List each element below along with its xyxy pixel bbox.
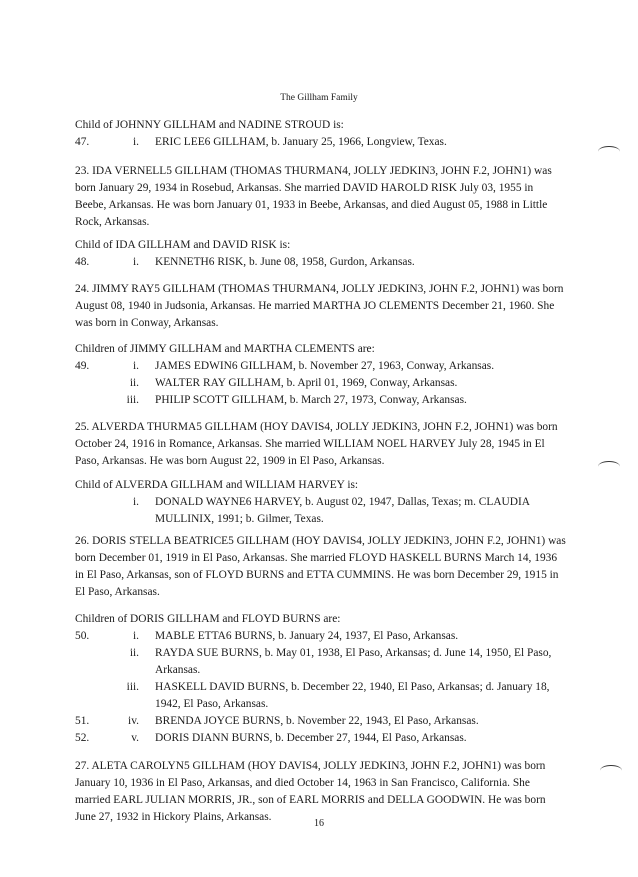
person-paragraph: 23. IDA VERNELL5 GILLHAM (THOMAS THURMAN4, JOLLY JEDKIN3, JOHN F.2, JOHN1) was born January 29, 1934 in Rosebud, Arkansas. She married DAVID HAROLD RISK July 03, 1955 in Beebe, Arkansas. He was born January 01, 1933 in Beebe, Arkansas, and died August 05, 1988 in Little Rock, Arkansas.: [75, 165, 552, 228]
person-paragraph: 26. DORIS STELLA BEATRICE5 GILLHAM (HOY DAVIS4, JOLLY JEDKIN3, JOHN F.2, JOHN1) was born December 01, 1919 in El Paso, Arkansas. She married FLOYD HASKELL BURNS March 14, 1936 in El Paso, Arkansas, son of FLOYD BURNS and ETTA CUMMINS. He was born December 29, 1915 in El Paso, Arkansas.: [75, 535, 566, 598]
roman-numeral: i.: [132, 630, 139, 642]
child-text: DONALD WAYNE6 HARVEY, b. August 02, 1947, Dallas, Texas; m. CLAUDIA MULLINIX, 1991; b. Gilmer, Texas.: [155, 496, 530, 525]
child-text: BRENDA JOYCE BURNS, b. November 22, 1943, El Paso, Arkansas.: [155, 715, 479, 727]
roman-numeral: i.: [132, 360, 139, 372]
child-text: ERIC LEE6 GILLHAM, b. January 25, 1966, Longview, Texas.: [155, 136, 447, 148]
child-text: MABLE ETTA6 BURNS, b. January 24, 1937, El Paso, Arkansas.: [155, 630, 459, 642]
entry-number: 48.: [75, 256, 90, 268]
child-entry: [75, 134, 575, 151]
children-heading: Child of IDA GILLHAM and DAVID RISK is:: [75, 239, 291, 251]
entry-number: 50.: [75, 630, 90, 642]
child-text: KENNETH6 RISK, b. June 08, 1958, Gurdon, Arkansas.: [155, 256, 415, 268]
children-heading: Children of DORIS GILLHAM and FLOYD BURNS are:: [75, 613, 341, 625]
roman-numeral: ii.: [129, 377, 139, 389]
child-text: RAYDA SUE BURNS, b. May 01, 1938, El Paso, Arkansas; d. June 14, 1950, El Paso, Arkansas.: [155, 647, 552, 676]
child-entry: [75, 494, 575, 528]
roman-numeral: iii.: [126, 394, 139, 406]
scan-mark: [600, 765, 622, 776]
child-text: DORIS DIANN BURNS, b. December 27, 1944, El Paso, Arkansas.: [155, 732, 467, 744]
roman-numeral: ii.: [129, 647, 139, 659]
child-text: WALTER RAY GILLHAM, b. April 01, 1969, Conway, Arkansas.: [155, 377, 458, 389]
child-entry: [75, 375, 575, 392]
children-heading: Child of ALVERDA GILLHAM and WILLIAM HARVEY is:: [75, 479, 359, 491]
child-entry: [75, 713, 575, 730]
roman-numeral: i.: [132, 496, 139, 508]
scan-mark: [598, 146, 620, 157]
child-entry: [75, 730, 575, 747]
person-paragraph: 27. ALETA CAROLYN5 GILLHAM (HOY DAVIS4, JOLLY JEDKIN3, JOHN F.2, JOHN1) was born January 10, 1936 in El Paso, Arkansas, and died October 14, 1963 in San Francisco, California. She married EARL JULIAN MORRIS, JR., son of EARL MORRIS and DELLA GOODWIN. He was born June 27, 1932 in Hickory Plains, Arkansas.: [75, 760, 546, 823]
entry-number: 47.: [75, 136, 90, 148]
roman-numeral: i.: [132, 256, 139, 268]
child-entry: [75, 679, 575, 713]
child-entry: [75, 358, 575, 375]
roman-numeral: v.: [131, 732, 139, 744]
child-text: HASKELL DAVID BURNS, b. December 22, 1940, El Paso, Arkansas; d. January 18, 1942, El Paso, Arkansas.: [155, 681, 550, 710]
running-header: The Gillham Family: [280, 93, 358, 103]
scan-mark: [598, 461, 620, 472]
person-paragraph: 24. JIMMY RAY5 GILLHAM (THOMAS THURMAN4, JOLLY JEDKIN3, JOHN F.2, JOHN1) was born August 08, 1940 in Judsonia, Arkansas. He married MARTHA JO CLEMENTS December 21, 1960. She was born in Conway, Arkansas.: [75, 283, 564, 329]
page-number: 16: [314, 818, 324, 829]
entry-number: 51.: [75, 715, 90, 727]
person-paragraph: 25. ALVERDA THURMA5 GILLHAM (HOY DAVIS4, JOLLY JEDKIN3, JOHN F.2, JOHN1) was born October 24, 1916 in Romance, Arkansas. She married WILLIAM NOEL HARVEY July 28, 1945 in El Paso, Arkansas. He was born August 22, 1909 in El Paso, Arkansas.: [75, 421, 558, 467]
child-text: PHILIP SCOTT GILLHAM, b. March 27, 1973, Conway, Arkansas.: [155, 394, 467, 406]
child-entry: [75, 645, 575, 679]
child-text: JAMES EDWIN6 GILLHAM, b. November 27, 1963, Conway, Arkansas.: [155, 360, 495, 372]
children-heading: Child of JOHNNY GILLHAM and NADINE STROUD is:: [75, 119, 344, 131]
roman-numeral: iv.: [128, 715, 139, 727]
children-heading: Children of JIMMY GILLHAM and MARTHA CLEMENTS are:: [75, 343, 375, 355]
roman-numeral: iii.: [126, 681, 139, 693]
child-entry: [75, 254, 575, 271]
child-entry: [75, 392, 575, 409]
entry-number: 52.: [75, 732, 90, 744]
entry-number: 49.: [75, 360, 90, 372]
child-entry: [75, 628, 575, 645]
roman-numeral: i.: [132, 136, 139, 148]
